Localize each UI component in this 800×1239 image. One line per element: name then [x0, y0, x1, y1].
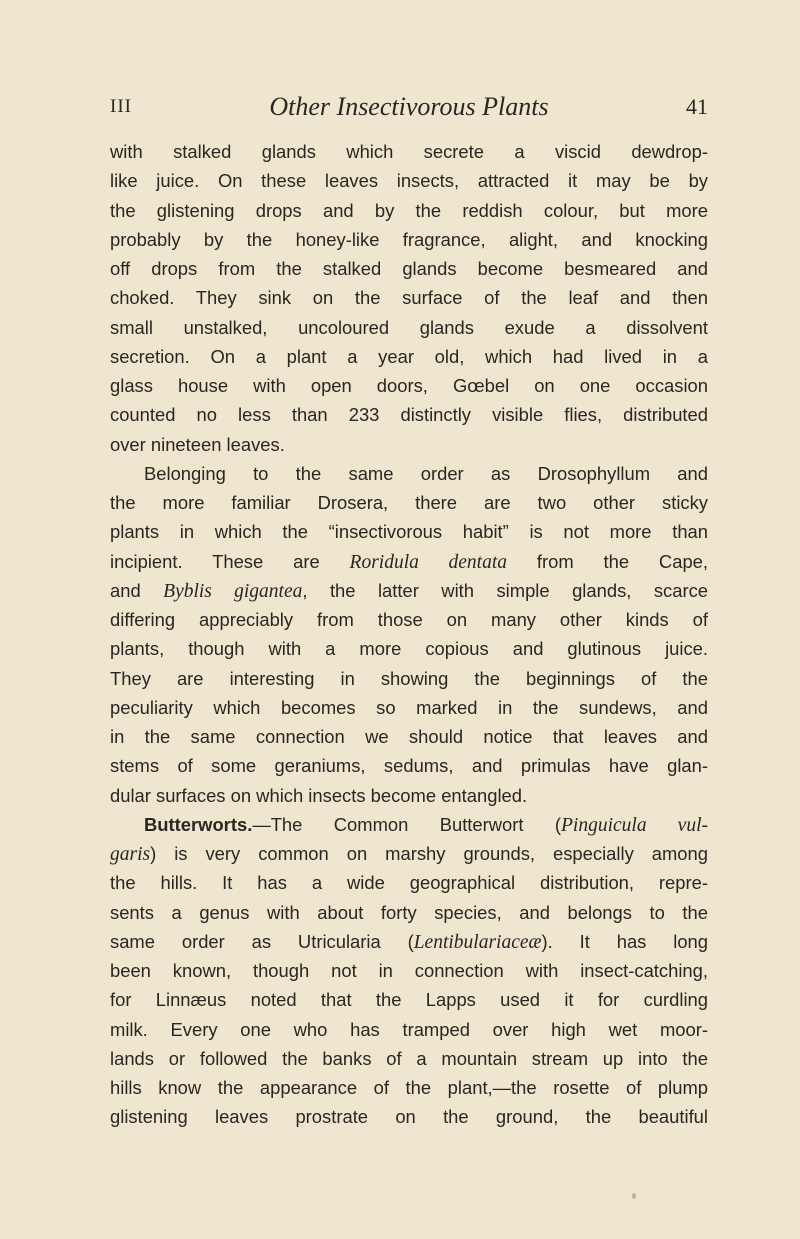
- text-line: [110, 1073, 708, 1102]
- running-title: Other Insectivorous Plants: [269, 92, 549, 121]
- text-segment: the more familiar Drosera, there are two other sticky: [110, 492, 708, 513]
- text-segment: in the same connection we should notice that leaves and: [110, 726, 708, 747]
- text-line: [110, 517, 708, 546]
- text-line: [110, 634, 708, 663]
- text-segment: ). It has long: [541, 930, 709, 952]
- text-segment: over nineteen leaves.: [110, 433, 285, 455]
- text-segment: dular surfaces on which insects become entangled.: [110, 784, 528, 806]
- text-segment: choked. They sink on the surface of the leaf and then: [110, 287, 708, 309]
- italic-text: garis: [110, 844, 151, 865]
- text-segment: small unstalked, uncoloured glands exude a dissolvent: [110, 316, 708, 338]
- text-segment: hills know the appearance of the plant,—the rosette of plump: [110, 1077, 708, 1098]
- body-text: [110, 137, 708, 1132]
- italic-text: Lentibulariaceæ: [413, 931, 542, 953]
- text-segment: same order as Utricularia (: [110, 930, 414, 952]
- text-line: [110, 605, 708, 634]
- text-line: [110, 751, 708, 780]
- text-segment: —The Common Butterwort (: [252, 813, 561, 835]
- text-line: [110, 839, 708, 868]
- text-segment: , the latter with simple glands, scarce: [302, 579, 709, 601]
- text-segment: plants, though with a more copious and glutinous juice.: [110, 638, 708, 660]
- italic-text: Pinguicula vul-: [561, 814, 709, 836]
- text-line: [110, 196, 708, 225]
- text-line: [110, 576, 708, 605]
- text-segment: the glistening drops and by the reddish colour, but more: [110, 199, 708, 221]
- text-segment: from the Cape,: [507, 550, 709, 572]
- text-segment: lands or followed the banks of a mountain stream up into the: [110, 1047, 708, 1069]
- text-line: [110, 342, 708, 371]
- text-segment: secretion. On a plant a year old, which had lived in a: [110, 345, 708, 367]
- text-line: [110, 166, 708, 195]
- text-segment: peculiarity which becomes so marked in the sundews, and: [110, 696, 708, 718]
- text-segment: plants in which the “insectivorous habit” is not more than: [110, 521, 708, 543]
- text-line: [110, 137, 708, 166]
- text-segment: Belonging to the same order as Drosophyllum and: [144, 462, 708, 484]
- text-segment: with stalked glands which secrete a viscid dewdrop-: [110, 141, 708, 162]
- text-line: [110, 693, 708, 722]
- text-segment: differing appreciably from those on many other kinds of: [110, 609, 708, 630]
- text-segment: probably by the honey-like fragrance, alight, and knocking: [110, 228, 708, 250]
- text-segment: glass house with open doors, Gœbel on one occasion: [110, 375, 708, 396]
- text-line: [110, 371, 708, 400]
- text-line: [110, 254, 708, 283]
- text-line: [110, 722, 708, 751]
- text-line: [110, 898, 708, 927]
- text-segment: been known, though not in connection with insect-catching,: [110, 960, 708, 981]
- text-line: [110, 1102, 708, 1131]
- italic-text: Byblis gigantea: [163, 580, 303, 602]
- text-line: [110, 664, 708, 693]
- page-number: 41: [686, 94, 708, 119]
- text-line: [110, 459, 708, 488]
- text-segment: like juice. On these leaves insects, attracted it may be by: [110, 170, 708, 192]
- text-line: [110, 1044, 708, 1073]
- text-segment: for Linnæus noted that the Lapps used it for curdling: [110, 989, 708, 1011]
- running-header: [110, 92, 708, 126]
- text-line: [110, 985, 708, 1014]
- text-segment: incipient. These are: [110, 550, 350, 572]
- text-line: [110, 956, 708, 985]
- text-segment: stems of some geraniums, sedums, and primulas have glan-: [110, 755, 708, 777]
- text-line: [110, 927, 708, 956]
- text-segment: milk. Every one who has tramped over high wet moor-: [110, 1018, 708, 1040]
- text-line: [110, 810, 708, 839]
- text-segment: They are interesting in showing the beginnings of the: [110, 667, 708, 689]
- text-line: [110, 225, 708, 254]
- text-line: [110, 283, 708, 312]
- text-line: [110, 488, 708, 517]
- text-line: [110, 313, 708, 342]
- text-segment: and: [110, 579, 164, 601]
- text-segment: ) is very common on marshy grounds, especially among: [150, 843, 708, 864]
- chapter-number: III: [110, 96, 132, 117]
- text-segment: counted no less than 233 distinctly visible flies, distributed: [110, 404, 708, 426]
- text-segment: glistening leaves prostrate on the ground, the beautiful: [110, 1106, 708, 1128]
- text-segment: the hills. It has a wide geographical distribution, repre-: [110, 872, 708, 894]
- text-line: [110, 547, 708, 576]
- italic-text: Roridula dentata: [349, 551, 507, 573]
- text-line: [110, 1015, 708, 1044]
- text-line: [110, 400, 708, 429]
- text-line: [110, 868, 708, 897]
- text-segment: sents a genus with about forty species, and belongs to the: [110, 901, 708, 923]
- text-line: [110, 430, 708, 459]
- text-line: [110, 781, 708, 810]
- text-segment: off drops from the stalked glands become besmeared and: [110, 258, 708, 279]
- section-heading: Butterworts.: [144, 813, 253, 835]
- ink-speck: [632, 1193, 636, 1199]
